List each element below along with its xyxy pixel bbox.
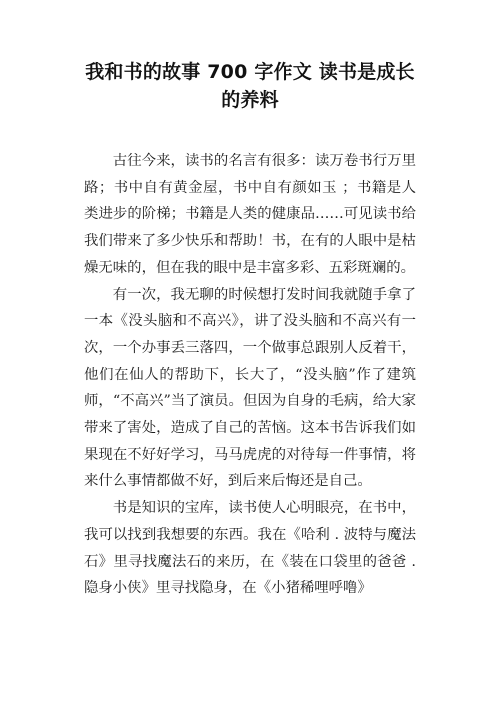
document-body <box>84 148 416 602</box>
paragraph-3: 书是知识的宝库，读书使人心明眼亮，在书中，我可以找到我想要的东西。我在《哈利 . 波特与魔法石》里寻找魔法石的来历，在《装在口袋里的爸爸 . 隐身小侠》里寻找隐身，在《小猪稀哩呼噜》 <box>84 500 416 597</box>
paragraph-1: 古往今来，读书的名言有很多：读万卷书行万里路；书中自有黄金屋，书中自有颜如玉 ；书籍是人类进步的阶梯；书籍是人类的健康品……可见读书给我们带来了多少快乐和帮助！书，在有的人眼中是枯燥无味的，但在我的眼中是丰富多彩、五彩斑斓的。 <box>84 153 416 276</box>
document-title: 我和书的故事 700 字作文 读书是成长的养料 <box>85 61 415 111</box>
paragraph-2: 有一次，我无聊的时候想打发时间我就随手拿了一本《没头脑和不高兴》，讲了没头脑和不高兴有一次，一个办事丢三落四，一个做事总跟别人反着干，他们在仙人的帮助下，长大了，“没头脑”作了建筑师，“不高兴”当了演员。但因为自身的毛病，给大家带来了害处，造成了自己的苦恼。这本书告诉我们如果现在不好好学习，马马虎虎的对待每一件事情，将来什么事情都做不好，到后来后悔还是自己。 <box>84 286 416 490</box>
